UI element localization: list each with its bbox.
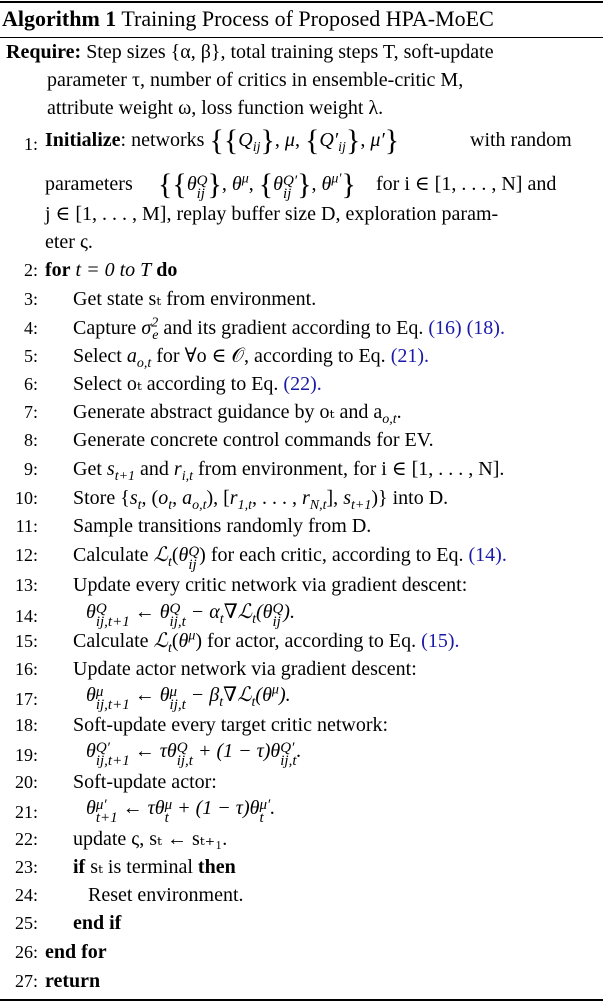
algorithm-label: Algorithm 1: [2, 6, 117, 31]
line-number: 7:: [23, 402, 38, 422]
for-keyword: for: [45, 259, 71, 281]
line-9-text: from environment, for i ∈ [1, . . . , N].: [198, 458, 505, 480]
line-number: 12:: [14, 545, 38, 565]
line-number: 9:: [23, 459, 38, 479]
line-number: 3:: [23, 289, 38, 309]
line-22-text: update ς, sₜ ← sₜ₊₁.: [73, 828, 228, 850]
then-keyword: then: [197, 856, 236, 878]
require-line-2: parameter τ, number of critics in ensemble-critic M,: [47, 69, 464, 91]
eq-ref-16-18[interactable]: (16) (18).: [428, 317, 505, 339]
line-number: 15:: [14, 631, 38, 651]
line-number: 4:: [23, 318, 38, 338]
line-number: 18:: [14, 715, 38, 735]
line-12-text: for each critic, according to Eq.: [210, 544, 464, 566]
line-number: 19:: [14, 745, 38, 765]
line-number: 1:: [23, 134, 38, 154]
critic-update-formula: θ Q ij,t+1 ← θ Q ij,t − $\alpha_t\nabla ℒ_t(\theta$ Q ij ).: [86, 601, 295, 630]
target-critic-formula: θ Q′ ij,t+1 ← τθ Q ij,t + (1 − τ)θ Q′ ij,t .: [86, 740, 302, 769]
do-keyword: do: [156, 259, 178, 281]
initialize-keyword: Initialize: [45, 129, 121, 151]
require-text-1: Step sizes {α, β}, total training steps T, soft-update: [86, 41, 494, 63]
line-number: 23:: [14, 857, 38, 877]
line-7-text: Generate abstract guidance by oₜ and a: [73, 401, 383, 423]
if-condition: sₜ is terminal: [90, 856, 193, 878]
line-number: 6:: [23, 374, 38, 394]
end-for-keyword: end for: [45, 941, 107, 963]
line-number: 2:: [23, 260, 38, 280]
line-16-text: Update actor network via gradient descent:: [73, 658, 417, 680]
line-13-text: Update every critic network via gradient descent:: [73, 574, 468, 596]
require-keyword: Require:: [6, 41, 82, 63]
line-11-text: Sample transitions randomly from D.: [73, 515, 372, 537]
eq-ref-22[interactable]: (22).: [283, 373, 322, 395]
line-5-text-a: Select: [73, 345, 122, 367]
for-range: t = 0 to T: [75, 259, 152, 281]
if-keyword: if: [73, 856, 86, 878]
end-if-keyword: end if: [73, 912, 122, 934]
require-line-1: [6, 40, 494, 64]
line-1-text-e: j ∈ [1, . . . , M], replay buffer size D, exploration param-: [45, 203, 499, 225]
sigma-formula: $\sigma^2_e$: [141, 315, 159, 343]
line-24-text: Reset environment.: [88, 884, 244, 906]
return-keyword: return: [45, 970, 101, 992]
require-line-3: attribute weight ω, loss function weight λ.: [47, 97, 384, 119]
line-1-text-f: eter ς.: [45, 231, 93, 253]
params-formula: {{θ Q ij }, $\theta^\mu$, {θ Q′ ij }, $\theta^{\mu'}$}: [158, 168, 356, 202]
line-number: 24:: [14, 885, 38, 905]
eq-ref-14[interactable]: (14).: [468, 544, 507, 566]
line-1-text-b: with random: [470, 129, 572, 151]
line-number: 5:: [23, 346, 38, 366]
line-20-text: Soft-update actor:: [73, 771, 217, 793]
line-8-text: Generate concrete control commands for EV.: [73, 429, 434, 451]
line-1-text-c: parameters: [45, 173, 133, 195]
algorithm-name: Training Process of Proposed HPA-MoEC: [121, 6, 494, 31]
line-15-text: for actor, according to Eq.: [207, 630, 417, 652]
line-number: 26:: [14, 942, 38, 962]
line-18-text: Soft-update every target critic network:: [73, 714, 389, 736]
line-4-text-a: Capture: [73, 317, 137, 339]
eq-ref-21[interactable]: (21).: [390, 345, 430, 367]
line-number: 27:: [14, 971, 38, 991]
algorithm-block: Algorithm 1 Training Process of Proposed HPA-MoEC Require: Step sizes {α, β}, total training steps T, soft-update parameter τ, number of critics in ensemble-critic M, attribute weight ω, loss function weight λ. 1: Initialize: networks {$\{Q_{ij}\}$, μ, $\{Q'_{ij}\}$, μ′} with random parameters {{θ Q ij }, $\theta^\mu$, {θ Q′ ij }, $\theta^{\mu'}$} for i ∈ [1, . . . , N] and j ∈ [1, . . . , M], replay buffer size D, exploration param- eter ς. 2: for t = 0 to T do 3: Get state sₜ from environment. 4: Capture $\sigma^2_e$ and its gradient according to Eq. (16) (18). 5: Select $a_{o,t}$ for ∀o ∈ 𝒪, according to Eq. (21). 6: Select oₜ according to Eq. (22). 7: Generate abstract guidance by oₜ and $a_{o,t}$. 8: Generate concrete control commands for EV. 9: Get $s_{t+1}$ and $r_{i,t}$ from environment, for i ∈ [1, . . . , N]. 10: Store {$s_t$, ($o_t$, $a_{o,t}$), [$r_{1,t}$, . . . , $r_{N,t}$], $s_{t+1}$)} into D. 11: Sample transitions randomly from D. 12: Calculate ℒ$_t$(θ Q ij ) for each critic, according to Eq. (14). 13: Update every critic network via gradient descent: 14: θ Q ij,t+1 ← θ Q ij,t − $\alpha_t\nabla ℒ_t(\theta$ Q ij ). 15: Calculate $ℒ_t(\theta^\mu)$ for actor, according to Eq. (15). 16: Update actor network via gradient descent: 17: θ μ ij,t+1 ← θ μ ij,t − $\beta_t\nabla ℒ_t(\theta^\mu)$. 18: Soft-update every target critic network: 19: θ Q′ ij,t+1 ← τθ Q ij,t + (1 − τ)θ Q′ ij,t . 20: Soft-update actor: 21: θ μ′ t+1 ← τθ μ t + (1 − τ)θ μ′ t . 22: update ς, sₜ ← sₜ₊₁. 23: if sₜ is terminal then 24: Reset environment. 25: end if 26: end for 27: return: [0, 0, 603, 1003]
line-number: 11:: [15, 516, 38, 536]
top-rule: [0, 1, 603, 3]
line-number: 13:: [14, 575, 38, 595]
line-1-text-d: for i ∈ [1, . . . , N] and: [376, 173, 557, 195]
eq-ref-15[interactable]: (15).: [421, 630, 460, 652]
bottom-rule: [0, 999, 603, 1001]
line-10-text: into D.: [392, 487, 449, 509]
line-number: 16:: [14, 659, 38, 679]
line-5-text-b: for ∀o ∈ 𝒪, according to Eq.: [156, 345, 386, 367]
algorithm-title: [2, 6, 494, 32]
line-number: 20:: [14, 772, 38, 792]
line-number: 25:: [14, 913, 38, 933]
line-number: 8:: [23, 430, 38, 450]
line-3-text: Get state sₜ from environment.: [73, 288, 317, 310]
line-number: 14:: [14, 606, 38, 626]
line-4-text-b: and its gradient according to Eq.: [163, 317, 424, 339]
actor-update-formula: θ μ ij,t+1 ← θ μ ij,t − $\beta_t\nabla ℒ_t(\theta^\mu)$.: [86, 682, 291, 713]
networks-formula: {$\{Q_{ij}\}$, μ, $\{Q'_{ij}\}$, μ′}: [209, 124, 400, 157]
title-rule: [0, 37, 603, 38]
line-number: 10:: [14, 488, 38, 508]
line-6-text: Select oₜ according to Eq.: [73, 373, 279, 395]
line-number: 21:: [14, 802, 38, 822]
target-actor-formula: θ μ′ t+1 ← τθ μ t + (1 − τ)θ μ′ t .: [86, 797, 276, 826]
action-formula: $a_{o,t}$: [126, 345, 152, 371]
line-number: 22:: [14, 829, 38, 849]
line-1-text-a: : networks: [120, 129, 205, 151]
line-number: 17:: [14, 689, 38, 709]
